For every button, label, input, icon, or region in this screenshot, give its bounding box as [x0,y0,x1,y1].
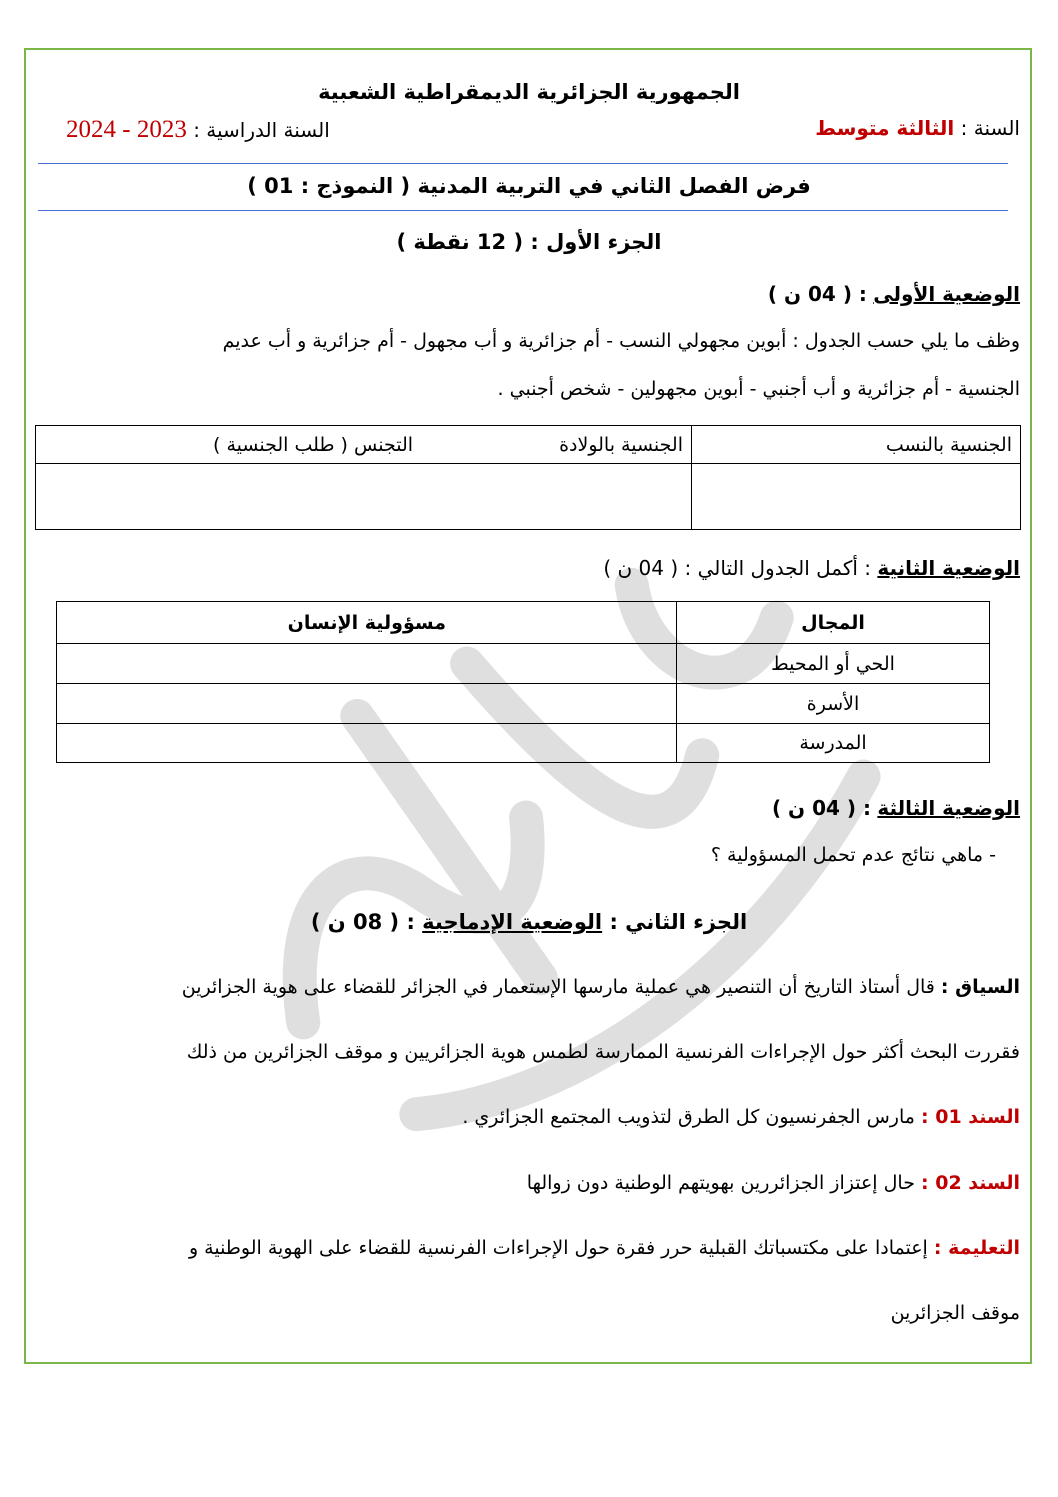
header-nationality-by-birth: الجنسية بالولادة [559,433,683,456]
year-label: السنة الدراسية : [193,118,330,142]
nationality-table [35,425,1021,530]
row-responsibility-answer[interactable] [57,684,677,724]
situation2-label: الوضعية الثانية [877,556,1020,580]
situation1-points: : ( 04 ن ) [767,282,867,306]
part2-title-label: الوضعية الإدماجية [422,910,603,934]
document2-label: السند 02 : [921,1172,1020,1194]
situation1-line2: الجنسية - أم جزائرية و أب أجنبي - أبوين مجهولين - شخص أجنبي . [497,378,1020,400]
situation2-heading [603,556,1020,580]
exam-title: فرض الفصل الثاني في التربية المدنية ( النموذج : 01 ) [247,174,811,198]
level-label: السنة : [960,116,1020,140]
task-line1 [189,1237,1020,1259]
year-value: 2023 - 2024 [66,116,187,143]
row-domain-neighborhood: الحي أو المحيط [677,644,990,684]
header-naturalization: التجنس ( طلب الجنسية ) [213,433,414,456]
row-responsibility-answer[interactable] [57,644,677,684]
row-domain-school: المدرسة [677,724,990,763]
situation3-heading [772,796,1020,820]
level-value: الثالثة متوسط [815,116,955,140]
document1-label: السند 01 : [921,1106,1020,1128]
header-nationality-by-descent: الجنسية بالنسب [692,426,1021,464]
situation3-points: : ( 04 ن ) [771,796,872,820]
divider-top [38,163,1008,164]
header-human-responsibility: مسؤولية الإنسان [57,602,677,644]
document1-text: مارس الجفرنسيون كل الطرق لتذويب المجتمع الجزائري . [462,1106,915,1128]
task-text1: إعتمادا على مكتسباتك القبلية حرر فقرة حول الإجراءات الفرنسية للقضاء على الهوية الوطنية و [188,1237,928,1259]
context-text1: قال أستاذ التاريخ أن التنصير هي عملية مارسها الإستعمار في الجزائر للقضاء على هوية الجزائرين [181,976,935,998]
responsibility-table [56,601,990,763]
part1-title: الجزء الأول : ( 12 نقطة ) [396,230,662,254]
situation2-prompt: : أكمل الجدول التالي : ( 04 ن ) [603,556,872,580]
row-domain-family: الأسرة [677,684,990,724]
context-line1 [182,976,1020,998]
country-title: الجمهورية الجزائرية الديمقراطية الشعبية [318,80,740,104]
level-line [815,116,1020,140]
document2 [527,1172,1020,1194]
row-responsibility-answer[interactable] [57,724,677,763]
cell-descent-answer[interactable] [692,464,1021,530]
year-line [66,116,330,144]
part2-title-prefix: الجزء الثاني : [609,910,748,934]
divider-bottom [38,210,1008,211]
document1 [462,1106,1020,1128]
context-label: السياق : [940,976,1020,998]
situation1-line1: وظف ما يلي حسب الجدول : أبوين مجهولي النسب - أم جزائرية و أب مجهول - أم جزائرية و أب عديم [222,330,1020,352]
document2-text: حال إعتزاز الجزائررين بهويتهم الوطنية دون زوالها [526,1172,915,1194]
situation3-question: - ماهي نتائج عدم تحمل المسؤولية ؟ [710,844,996,866]
part2-title [0,910,1058,934]
context-line2: فقررت البحث أكثر حول الإجراءات الفرنسية الممارسة لطمس هوية الجزائريين و موقف الجزائرين من ذلك [186,1041,1020,1063]
situation3-label: الوضعية الثالثة [877,796,1020,820]
part2-title-points: : ( 08 ن ) [310,910,415,934]
cell-birth-naturalization-answer[interactable] [36,464,692,530]
situation1-label: الوضعية الأولى [873,282,1020,306]
task-line2: موقف الجزائرين [890,1302,1020,1324]
header-domain: المجال [677,602,990,644]
task-label: التعليمة : [933,1237,1020,1259]
situation1-heading [768,282,1020,306]
header-nationality-by-birth-and-naturalization [36,426,692,464]
